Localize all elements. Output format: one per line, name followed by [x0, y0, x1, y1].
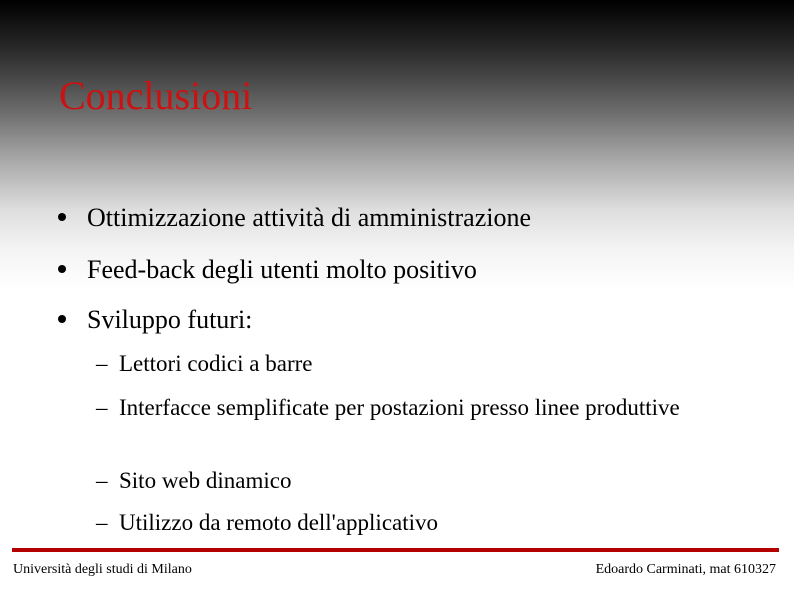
footer-author: Edoardo Carminati, mat 610327	[595, 562, 776, 577]
dash-icon: –	[96, 395, 108, 420]
subbullet-text: Interfacce semplificate per postazioni presso linee produttive	[119, 395, 680, 420]
subbullet-text: Lettori codici a barre	[119, 351, 313, 376]
subbullet-text: Utilizzo da remoto dell'applicativo	[119, 510, 439, 535]
subbullet-text: Sito web dinamico	[119, 468, 292, 493]
footer-divider	[12, 548, 779, 552]
footer-institution: Università degli studi di Milano	[13, 562, 192, 577]
bullet-text: Ottimizzazione attività di amministrazione	[87, 203, 532, 232]
bullet-dot-icon	[58, 213, 66, 221]
bullet-dot-icon	[58, 315, 66, 323]
bullet-dot-icon	[58, 265, 66, 273]
bullet-text: Feed-back degli utenti molto positivo	[87, 255, 477, 284]
slide-title: Conclusioni	[59, 73, 253, 118]
dash-icon: –	[96, 468, 108, 493]
dash-icon: –	[96, 351, 108, 376]
dash-icon: –	[96, 510, 108, 535]
bullet-text: Sviluppo futuri:	[87, 305, 253, 334]
